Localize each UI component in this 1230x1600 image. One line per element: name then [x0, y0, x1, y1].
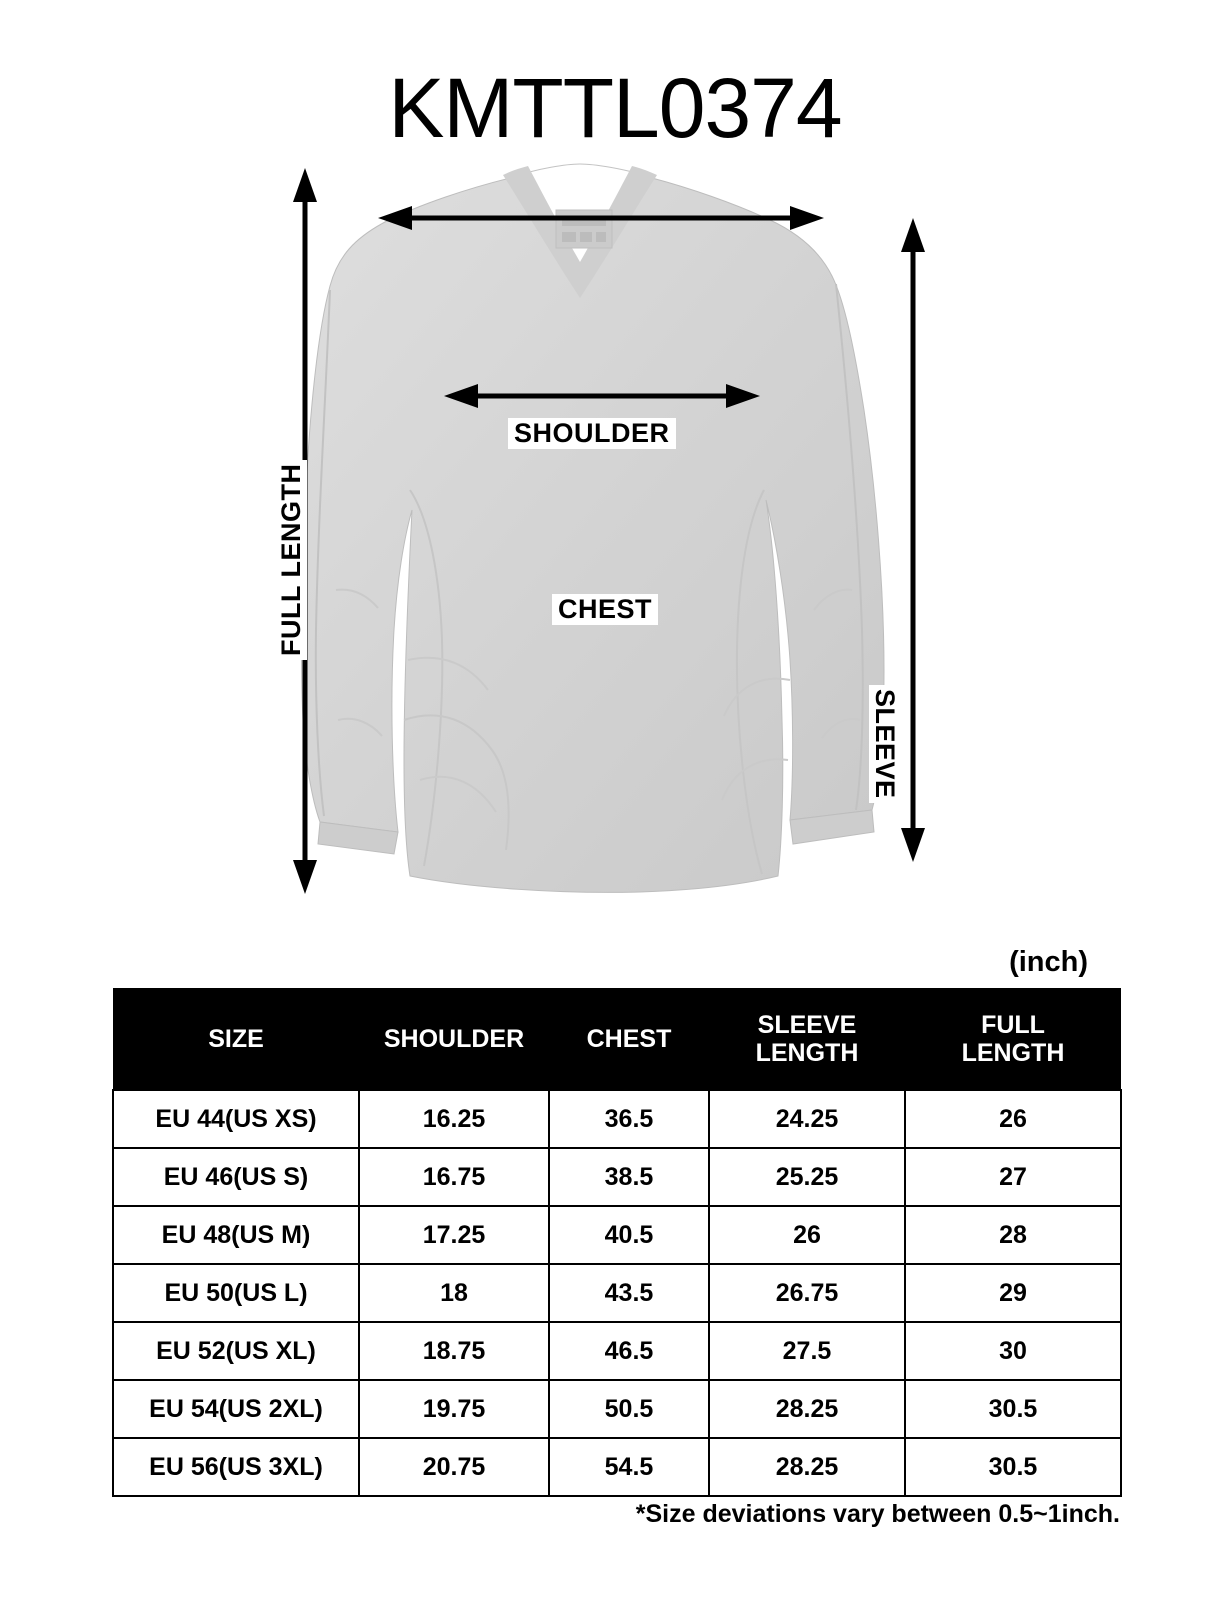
- cell-sleeve: 26: [709, 1206, 905, 1264]
- cell-full: 30: [905, 1322, 1121, 1380]
- cell-size: EU 46(US S): [113, 1148, 359, 1206]
- table-row: [113, 1090, 1121, 1148]
- table-header-row: [113, 988, 1121, 1090]
- size-chart: [112, 988, 1120, 1497]
- cell-sleeve: 26.75: [709, 1264, 905, 1322]
- cell-size: EU 54(US 2XL): [113, 1380, 359, 1438]
- table-row: [113, 1148, 1121, 1206]
- cell-size: EU 52(US XL): [113, 1322, 359, 1380]
- cell-chest: 50.5: [549, 1380, 709, 1438]
- cell-full: 29: [905, 1264, 1121, 1322]
- cell-size: EU 44(US XS): [113, 1090, 359, 1148]
- cell-shoulder: 16.75: [359, 1148, 549, 1206]
- sleeve-arrow: [901, 218, 925, 862]
- shirt-shape: [302, 164, 884, 892]
- cell-shoulder: 19.75: [359, 1380, 549, 1438]
- header-sleeve-line2: LENGTH: [755, 1038, 859, 1067]
- garment-diagram: [0, 160, 1230, 920]
- table-row: [113, 1380, 1121, 1438]
- cell-sleeve: 28.25: [709, 1438, 905, 1496]
- unit-note: (inch): [1009, 946, 1088, 978]
- page-title: KMTTL0374: [388, 61, 842, 155]
- cell-shoulder: 18: [359, 1264, 549, 1322]
- cell-shoulder: 17.25: [359, 1206, 549, 1264]
- cell-chest: 43.5: [549, 1264, 709, 1322]
- table-row: [113, 1322, 1121, 1380]
- full-length-label: FULL LENGTH: [276, 460, 307, 660]
- shoulder-label: SHOULDER: [508, 418, 676, 449]
- cell-sleeve: 28.25: [709, 1380, 905, 1438]
- cell-full: 26: [905, 1090, 1121, 1148]
- chest-label: CHEST: [552, 594, 658, 625]
- cell-full: 27: [905, 1148, 1121, 1206]
- cell-full: 30.5: [905, 1380, 1121, 1438]
- header-chest-line1: CHEST: [586, 1024, 672, 1053]
- cell-shoulder: 18.75: [359, 1322, 549, 1380]
- table-row: [113, 1206, 1121, 1264]
- header-shoulder-line1: SHOULDER: [383, 1024, 525, 1053]
- size-deviation-note: *Size deviations vary between 0.5~1inch.: [635, 1500, 1120, 1528]
- cell-shoulder: 16.25: [359, 1090, 549, 1148]
- sleeve-label: SLEEVE: [869, 685, 900, 803]
- header-sleeve-line1: SLEEVE: [757, 1010, 857, 1039]
- size-table: [112, 988, 1122, 1497]
- cell-chest: 36.5: [549, 1090, 709, 1148]
- header-sleeve-length: [709, 988, 905, 1090]
- cell-size: EU 48(US M): [113, 1206, 359, 1264]
- cell-full: 30.5: [905, 1438, 1121, 1496]
- cell-sleeve: 24.25: [709, 1090, 905, 1148]
- cell-chest: 40.5: [549, 1206, 709, 1264]
- header-full-line2: LENGTH: [961, 1038, 1065, 1067]
- cell-chest: 46.5: [549, 1322, 709, 1380]
- header-size-line1: SIZE: [208, 1024, 264, 1053]
- header-size: [113, 988, 359, 1090]
- cell-chest: 38.5: [549, 1148, 709, 1206]
- cell-sleeve: 27.5: [709, 1322, 905, 1380]
- header-full-line1: FULL: [981, 1010, 1045, 1039]
- cell-size: EU 50(US L): [113, 1264, 359, 1322]
- cell-shoulder: 20.75: [359, 1438, 549, 1496]
- table-row: [113, 1264, 1121, 1322]
- table-row: [113, 1438, 1121, 1496]
- header-shoulder: [359, 988, 549, 1090]
- shirt-illustration: [0, 160, 1230, 920]
- cell-chest: 54.5: [549, 1438, 709, 1496]
- header-full-length: [905, 988, 1121, 1090]
- cell-size: EU 56(US 3XL): [113, 1438, 359, 1496]
- header-chest: [549, 988, 709, 1090]
- cell-full: 28: [905, 1206, 1121, 1264]
- cell-sleeve: 25.25: [709, 1148, 905, 1206]
